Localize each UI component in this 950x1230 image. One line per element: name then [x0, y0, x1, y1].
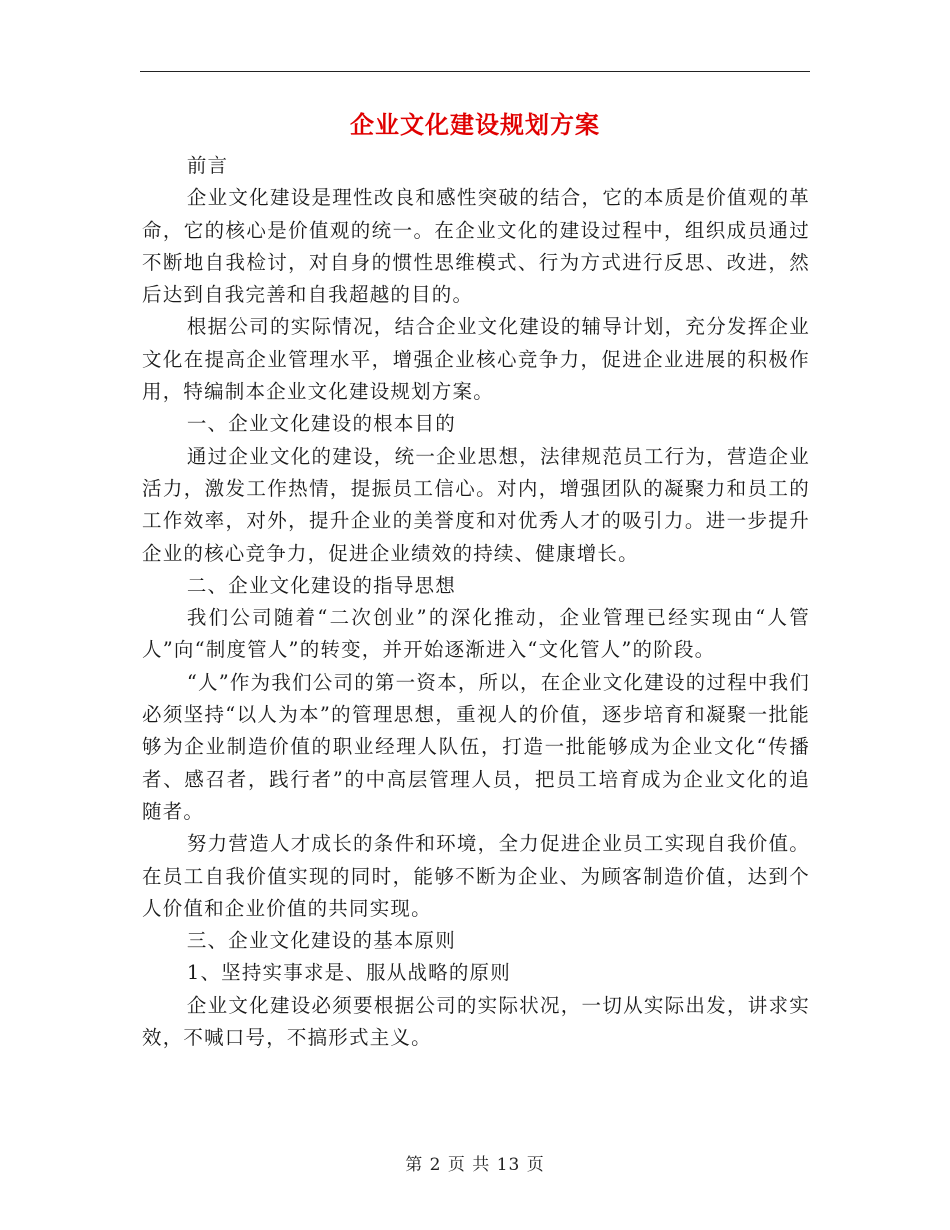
section-heading-2: 二、企业文化建设的指导思想 — [186, 573, 456, 597]
paragraph: 企业文化建设是理性改良和感性突破的结合，它的本质是价值观的革命，它的核心是价值观的统一。在企业文化的建设过程中，组织成员通过不断地自我检讨，对自身的惯性思维模式、行为方式进行反思、改进，然后达到自我完善和自我超越的目的。 — [142, 186, 810, 307]
paragraph: 努力营造人才成长的条件和环境，全力促进企业员工实现自我价值。在员工自我价值实现的同时，能够不断为企业、为顾客制造价值，达到个人价值和企业价值的共同实现。 — [142, 832, 810, 920]
section-heading-preface: 前言 — [186, 154, 229, 177]
page-footer: 第 2 页 共 13 页 — [405, 1155, 545, 1175]
paragraph: 企业文化建设必须要根据公司的实际状况，一切从实际出发，讲求实效，不喊口号，不搞形式主义。 — [142, 993, 810, 1050]
subsection-heading-1: 1、坚持实事求是、服从战略的原则 — [186, 961, 511, 985]
paragraph: 我们公司随着“二次创业”的深化推动，企业管理已经实现由“人管人”向“制度管人”的转变，并开始逐渐进入“文化管人”的阶段。 — [142, 606, 810, 662]
section-heading-1: 一、企业文化建设的根本目的 — [186, 412, 456, 436]
document-title: 企业文化建设规划方案 — [350, 110, 600, 139]
header-rule — [140, 71, 810, 72]
paragraph: “人”作为我们公司的第一资本，所以，在企业文化建设的过程中我们必须坚持“以人为本”的管理思想，重视人的价值，逐步培育和凝聚一批能够为企业制造价值的职业经理人队伍，打造一批能够成为企业文化“传播者、感召者，践行者”的中高层管理人员，把员工培育成为企业文化的追随者。 — [142, 670, 810, 823]
paragraph: 通过企业文化的建设，统一企业思想，法律规范员工行为，营造企业活力，激发工作热情，提振员工信心。对内，增强团队的凝聚力和员工的工作效率，对外，提升企业的美誉度和对优秀人才的吸引力。进一步提升企业的核心竞争力，促进企业绩效的持续、健康增长。 — [142, 444, 810, 565]
section-heading-3: 三、企业文化建设的基本原则 — [186, 929, 456, 953]
document-body — [142, 150, 810, 1054]
paragraph: 根据公司的实际情况，结合企业文化建设的辅导计划，充分发挥企业文化在提高企业管理水平，增强企业核心竞争力，促进企业进展的积极作用，特编制本企业文化建设规划方案。 — [142, 315, 810, 404]
